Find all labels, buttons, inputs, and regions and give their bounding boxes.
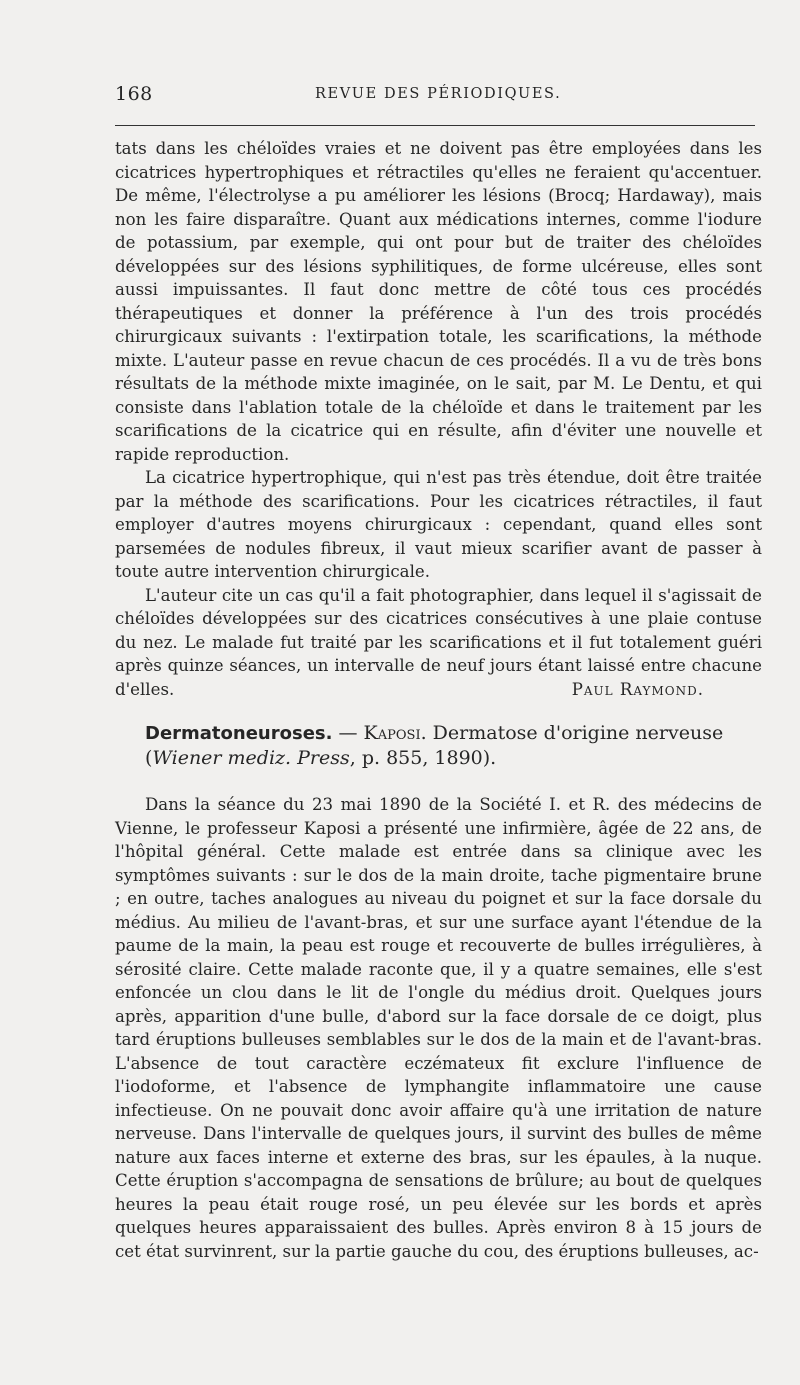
spacer (115, 771, 762, 793)
article-title: Dermatose d'origine nerveuse (432, 722, 724, 744)
page-header (115, 83, 755, 109)
paragraph-continued: tats dans les chéloïdes vraies et ne doivent pas être employées dans les cicatrices hypertrophiques et rétractiles qu'elles ne feraient qu'accentuer. De même, l'électrolyse a pu améliorer les lésions (Brocq; Hardaway), mais non les faire disparaître. Quant aux médications internes, comme l'iodure de potassium, par exemple, qui ont pour but de traiter des chéloïdes développées sur des lésions syphilitiques, de forme ulcéreuse, elles sont aussi impuissantes. Il faut donc mettre de côté tous ces procédés thérapeutiques et donner la préférence à l'un des trois procédés chirurgicaux suivants : l'extirpation totale, les scarifications, la méthode mixte. L'auteur passe en revue chacun de ces procédés. Il a vu de très bons résultats de la méthode mixte imaginée, on le sait, par M. Le Dentu, et qui consiste dans l'ablation totale de la chéloïde et dans le traitement par les scarifications de la cicatrice qui en résulte, afin d'éviter une nouvelle et rapide reproduction. (115, 139, 762, 464)
author-signature: Paul Raymond. (571, 679, 704, 699)
article-source (145, 746, 762, 771)
article-paragraph: Dans la séance du 23 mai 1890 de la Société I. et R. des médecins de Vienne, le professeur Kaposi a présenté une infirmière, âgée de 22 ans, de l'hôpital général. Cette malade est entrée dans sa clinique avec les symptômes suivants : sur le dos de la main droite, tache pigmentaire brune ; en outre, taches analogues au niveau du poignet et sur la face dorsale du médius. Au milieu de l'avant-bras, et sur une surface ayant l'étendue de la paume de la main, la peau est rouge et recouverte de bulles irrégulières, à sérosité claire. Cette malade raconte que, il y a quatre semaines, elle s'est enfoncée un clou dans le lit de l'ongle du médius droit. Quelques jours après, apparition d'une bulle, d'abord sur la face dorsale de ce doigt, plus tard éruptions bulleuses semblables sur le dos de la main et de l'avant-bras. L'absence de tout caractère eczémateux fit exclure l'influence de l'iodoforme, et l'absence de lymphangite inflammatoire une cause infectieuse. On ne pouvait donc avoir affaire qu'à une irritation de nature nerveuse. Dans l'intervalle de quelques jours, il survint des bulles de même nature aux faces interne et externe des bras, sur les épaules, à la nuque. Cette éruption s'accompagna de sensations de brûlure; au bout de quelques heures la peau était rouge rosé, un peu élevée sur les bords et après quelques heures apparaissaient des bulles. Après environ 8 à 15 jours de cet état survinrent, sur la partie gauche du cou, des éruptions bulleuses, ac- (115, 795, 762, 1261)
article-section-label: Dermatoneuroses. (145, 723, 333, 744)
source-details: , p. 855, 1890). (349, 747, 497, 769)
article-heading (115, 721, 762, 771)
heading-dash: — (338, 722, 358, 744)
paragraph-text: L'auteur cite un cas qu'il a fait photographier, dans lequel il s'agissait de chéloïdes développées sur des cicatrices consécutives à une plaie contuse du nez. Le malade fut traité par les scarifications et il fut totalement guéri après quinze séances, un intervalle de neuf jours étant laissé entre chacune d'elles. (115, 585, 762, 699)
source-open-paren: ( (145, 747, 153, 769)
article-author: Kaposi. (363, 722, 427, 744)
source-journal: Wiener mediz. Press (152, 747, 350, 769)
paragraph-with-signature (115, 584, 762, 702)
paragraph: La cicatrice hypertrophique, qui n'est pas très étendue, doit être traitée par la méthode des scarifications. Pour les cicatrices rétractiles, il faut employer d'autres moyens chirurgicaux : cependant, quand elles sont parsemées de nodules fibreux, il vaut mieux scarifier avant de passer à toute autre intervention chirurgicale. (115, 468, 762, 581)
header-rule (115, 125, 755, 126)
running-title: REVUE DES PÉRIODIQUES. (315, 86, 562, 102)
page-number: 168 (115, 83, 153, 105)
body-text (115, 137, 762, 1263)
